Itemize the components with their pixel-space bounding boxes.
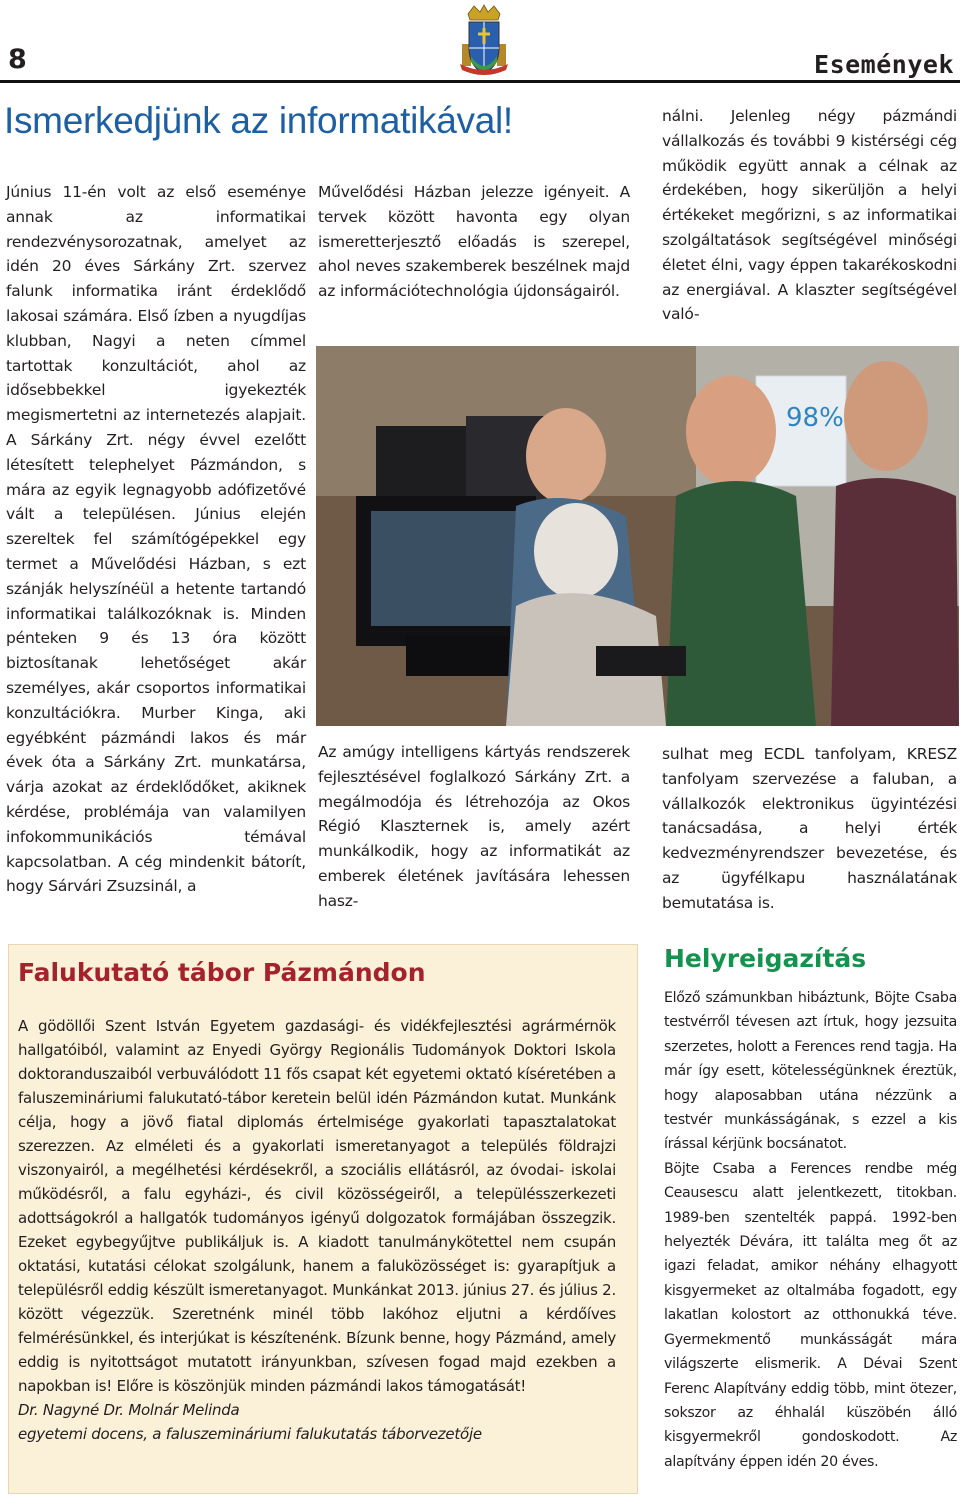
article-text: sulhat meg ECDL tanfolyam, KRESZ tanfolyam szervezése a faluban, a vállalkozók elektronikus ügyintézési tanácsadása, a helyi érték kedvezményrendszer bevezetése, és az ügyfélkapu használatának bemutatása is. <box>662 745 957 912</box>
correction-paragraph-2: Böjte Csaba a Ferences rendbe még Ceausescu alatt jelentkezett, titokban. 1989-ben szentelték pappá. 1992-ben helyezték Dévára, itt találta meg őt az igazi feladat, amikor néhány elhagyott kisgyermeket az oltalmába fogadott, egy lakatlan kolostort az otthonukká téve. Gyermekmentő munkásságát mára világszerte elismerik. A Dévai Szent Ferenc Alapítvány eddig több, mint ötezer, sokszor az éhhalál küszöbén álló kisgyermekről gondoskodott. Az alapítvány éppen idén 20 éves. <box>664 1160 957 1470</box>
article-column-2-bottom <box>318 740 630 914</box>
camp-notice-text: A gödöllői Szent István Egyetem gazdasági- és vidékfejlesztési agrármérnök hallgatóiból, valamint az Enyedi György Regionális Tudományok Doktori Iskola doktoranduszaiból verbuválódott 11 fős csapat két egyetemi oktató kíséretében a faluszemináriumi falukutató-tábor keretein belül idén Pázmándon kutat. Munkánk célja, hogy a jövő fiatal diplomás értelmisége gyakorlati tapasztalatokat szerezzen. Az elméleti és a gyakorlati ismeretanyagot a település földrajzi viszonyairól, a megélhetési kérdésekről, a szociális ellátásról, az óvodai- iskolai működésről, a falu egyházi-, és civil közösségeiről, a településszerkezeti adottságokról a hallgatók tudományos igényű dolgozatok formájában összegzik. Ezeket egybegyűjtve publikáljuk is. A kiadott tanulmánykötettel nem csupán oktatási, kutatási célokat szolgálunk, hanem a faluközösséget is: gyarapítjuk a településről eddig készült ismeretanyagot. Munkánkat 2013. június 27. és július 2. között végezzük. Szeretnénk minél több lakóhoz eljutni a kérdőíves felmérésünkkel, és interjúkat is készítenénk. Bízunk benne, hogy Pázmánd, amely eddig is nyitottságot mutatott irányunkban, szívesen fogad majd ezekben a napokban is! Előre is köszönjük minden pázmándi lakos támogatását! <box>18 1017 616 1395</box>
article-text: Június 11-én volt az első eseménye annak az informatikai rendezvénysorozatnak, amelyet az idén 20 éves Sárkány Zrt. szervez falunk informatika iránt érdeklődő lakosai számára. Első ízben a nyugdíjas klubban, Nagyi a neten címmel tartottak konzultációt, ahol az idősebbekkel igyekezték megismertetni az internetezés alapjait. A Sárkány Zrt. négy évvel ezelőtt létesített telephelyet Pázmándon, s mára az egyik legnagyobb adófizetővé vált a településen. Június elején szereltek fel számítógépekkel egy termet a Művelődési Házban, s ezt szánják helyszínéül a hetente tartandó informatikai találkozóknak is. Minden pénteken 9 és 13 óra között biztosítanak lehetőséget akár személyes, akár csoportos informatikai konzultációkra. Murber Kinga, aki egyébként pázmándi lakos és már évek óta a Sárkány Zrt. munkatársa, várja azokat az érdeklődőket, akiknek kérdése, problémája van valamilyen infokommunikációs témával kapcsolatban. A cég mindenkit bátorít, hogy Sárvári Zsuzsinál, a <box>6 183 306 896</box>
article-column-2-top <box>318 180 630 304</box>
article-headline: Ismerkedjünk az informatikával! <box>4 100 513 141</box>
article-text: Művelődési Házban jelezze igényeit. A tervek között havonta egy olyan ismeretterjesztő előadás is szerepel, ahol neves szakemberek beszélnek majd az információtechnológia újdonságairól. <box>318 183 630 301</box>
article-text: Az amúgy intelligens kártyás rendszerek fejlesztésével foglalkozó Sárkány Zrt. a megálmodója és létrehozója az Okos Régió Klaszternek is, amely azért munkálkodik, hogy az informatikát az emberek életének javítására lehessen hasz- <box>318 743 630 910</box>
coat-of-arms-icon <box>454 4 514 78</box>
article-column-1 <box>6 180 306 899</box>
photo-illustration <box>316 346 959 726</box>
article-text: nálni. Jelenleg négy pázmándi vállalkozás és további 9 kistérségi cég működik együtt annak a célnak az érdekében, hogy sikerüljön a helyi értékeket megőrizni, s az informatikai szolgáltatások segítségével minőségi életet élni, vagy éppen takarékoskodni az energiával. A klaszter segítségével való- <box>662 107 957 324</box>
camp-notice-body <box>18 1014 616 1446</box>
correction-title: Helyreigazítás <box>664 944 867 973</box>
section-name: Események <box>814 50 954 79</box>
article-column-3-top <box>662 104 957 327</box>
article-photo <box>316 346 959 726</box>
correction-paragraph-1: Előző számunkban hibáztunk, Böjte Csaba testvérről tévesen azt írtuk, hogy jezsuita szerzetes, holott a Ferences rend tagja. Ha már így esett, kötelességünknek éreztük, hogy alaposabban utána nézzünk a testvér munkásságának, s ezzel a kis írással kérjünk bocsánatot. <box>664 990 957 1153</box>
header-rule <box>0 80 960 83</box>
signature-name: Dr. Nagyné Dr. Molnár Melinda <box>18 1401 240 1419</box>
correction-body <box>664 986 957 1474</box>
poster-percent: 98% <box>786 403 844 433</box>
camp-notice-title: Falukutató tábor Pázmándon <box>18 958 426 987</box>
page-number: 8 <box>8 44 27 75</box>
article-column-3-bottom <box>662 742 957 916</box>
signature-role: egyetemi docens, a faluszemináriumi falukutatás táborvezetője <box>18 1425 482 1443</box>
